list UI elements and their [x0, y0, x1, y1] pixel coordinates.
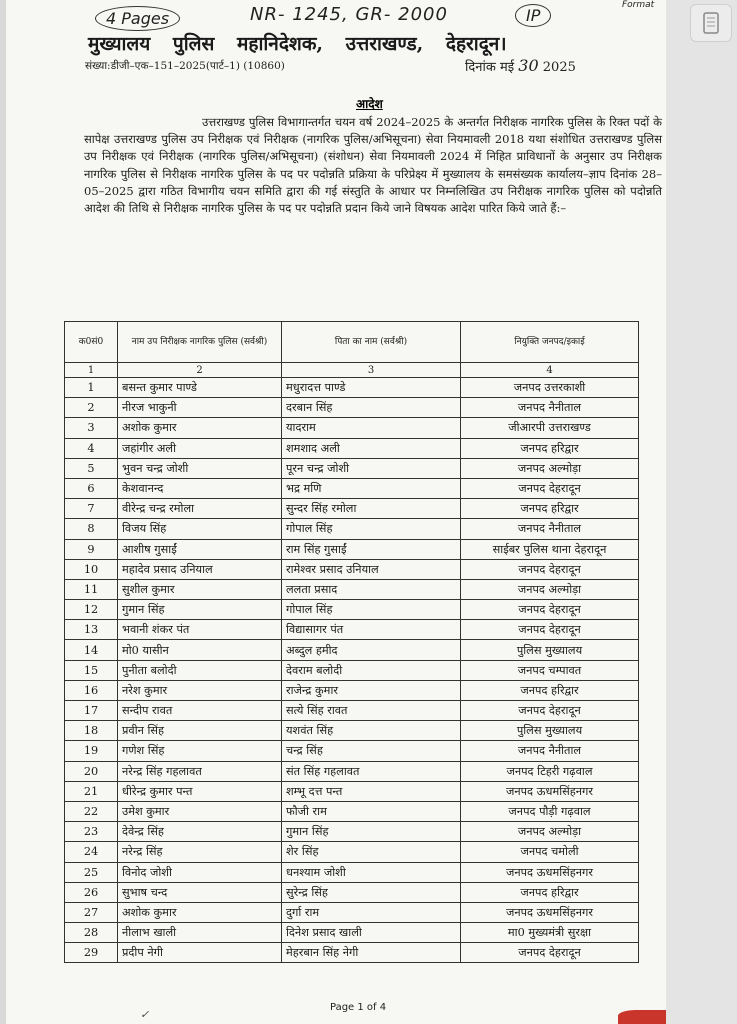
posting-cell: जीआरपी उत्तराखण्ड: [461, 418, 639, 438]
posting-cell: जनपद देहरादून: [461, 620, 639, 640]
index-cell: 1: [65, 363, 118, 378]
posting-cell: जनपद ऊधमसिंहनगर: [461, 781, 639, 801]
table-row: [65, 660, 639, 680]
father-name-cell: शमशाद अली: [282, 438, 461, 458]
father-name-cell: धनश्याम जोशी: [282, 862, 461, 882]
name-cell: आशीष गुसाईं: [118, 539, 282, 559]
table-row: [65, 842, 639, 862]
table-row: [65, 418, 639, 438]
serial-cell: 4: [65, 438, 118, 458]
name-cell: अशोक कुमार: [118, 902, 282, 922]
name-cell: भुवन चन्द्र जोशी: [118, 458, 282, 478]
date-label: दिनांक मई: [465, 60, 515, 75]
handwritten-pages-note: 4 Pages: [95, 6, 180, 31]
phone-icon[interactable]: [690, 4, 732, 42]
table-row: [65, 680, 639, 700]
table-row: [65, 721, 639, 741]
serial-cell: 18: [65, 721, 118, 741]
posting-cell: जनपद देहरादून: [461, 943, 639, 963]
posting-cell: जनपद हरिद्वार: [461, 882, 639, 902]
table-row: [65, 701, 639, 721]
table-row: [65, 923, 639, 943]
name-cell: केशवानन्द: [118, 478, 282, 498]
handwritten-reference-note: NR- 1245, GR- 2000: [250, 4, 448, 25]
name-cell: देवेन्द्र सिंह: [118, 822, 282, 842]
serial-cell: 6: [65, 478, 118, 498]
serial-cell: 28: [65, 923, 118, 943]
posting-cell: जनपद देहरादून: [461, 559, 639, 579]
serial-cell: 21: [65, 781, 118, 801]
serial-cell: 20: [65, 761, 118, 781]
order-title: आदेश: [356, 97, 383, 111]
name-cell: गणेश सिंह: [118, 741, 282, 761]
father-name-cell: संत सिंह गहलावत: [282, 761, 461, 781]
serial-cell: 10: [65, 559, 118, 579]
table-row: [65, 741, 639, 761]
father-name-cell: शेर सिंह: [282, 842, 461, 862]
posting-cell: जनपद नैनीताल: [461, 519, 639, 539]
serial-cell: 14: [65, 640, 118, 660]
table-row: [65, 781, 639, 801]
table-row: [65, 822, 639, 842]
posting-cell: जनपद देहरादून: [461, 701, 639, 721]
table-row: [65, 640, 639, 660]
serial-cell: 13: [65, 620, 118, 640]
header-serial: क0सं0: [65, 322, 118, 363]
posting-cell: जनपद देहरादून: [461, 478, 639, 498]
serial-cell: 1: [65, 378, 118, 398]
serial-cell: 25: [65, 862, 118, 882]
father-name-cell: मधुरादत्त पाण्डे: [282, 378, 461, 398]
table-row: [65, 902, 639, 922]
table-row: [65, 761, 639, 781]
posting-cell: जनपद ऊधमसिंहनगर: [461, 862, 639, 882]
serial-cell: 19: [65, 741, 118, 761]
table-row: [65, 943, 639, 963]
serial-cell: 23: [65, 822, 118, 842]
office-heading: मुख्यालय पुलिस महानिदेशक, उत्तराखण्ड, देहरादून।: [88, 33, 507, 55]
serial-cell: 11: [65, 579, 118, 599]
serial-cell: 24: [65, 842, 118, 862]
father-name-cell: सुन्दर सिंह रमोला: [282, 499, 461, 519]
header-name: नाम उप निरीक्षक नागरिक पुलिस (सर्वश्री): [118, 322, 282, 363]
order-body: उत्तराखण्ड पुलिस विभागान्तर्गत चयन वर्ष 2024–2025 के अन्तर्गत निरीक्षक नागरिक पुलिस के रिक्त पदों के सापेक्ष उत्तराखण्ड पुलिस उप निरीक्षक एवं निरीक्षक (नागरिक पुलिस/अभिसूचना) सेवा नियमावली 2018 यथा संशोधित उत्तराखण्ड पुलिस उप निरीक्षक एवं निरीक्षक (नागरिक पुलिस/अभिसूचना) (संशोधन) सेवा नियमावली 2024 में निहित प्राविधानों के अनुसार उप निरीक्षक नागरिक पुलिस से निरीक्षक नागरिक पुलिस के पद पर पदोन्नति प्रक्रिया के परिप्रेक्ष्य में मुख्यालय के समसंख्यक कार्यालय–ज्ञाप दिनांक 28–05–2025 द्वारा गठित विभागीय चयन समिति द्वारा की गई संस्तुति के आधार पर निम्नलिखित उप निरीक्षक नागरिक पुलिस को पदोन्नति आदेश की तिथि से निरीक्षक नागरिक पुलिस के पद पर पदोन्नति प्रदान किये जाने विषयक आदेश पारित किये जाते हैं:–: [84, 115, 662, 216]
table-row: [65, 539, 639, 559]
serial-cell: 22: [65, 801, 118, 821]
table-index-row: [65, 363, 639, 378]
table-row: [65, 862, 639, 882]
father-name-cell: विद्यासागर पंत: [282, 620, 461, 640]
father-name-cell: सत्ये सिंह रावत: [282, 701, 461, 721]
posting-cell: जनपद टिहरी गढ़वाल: [461, 761, 639, 781]
posting-cell: जनपद चमोली: [461, 842, 639, 862]
father-name-cell: दुर्गा राम: [282, 902, 461, 922]
serial-cell: 3: [65, 418, 118, 438]
order-date: [465, 56, 576, 75]
father-name-cell: शम्भू दत्त पन्त: [282, 781, 461, 801]
father-name-cell: गोपाल सिंह: [282, 600, 461, 620]
father-name-cell: मेहरबान सिंह नेगी: [282, 943, 461, 963]
name-cell: नरेन्द्र सिंह गहलावत: [118, 761, 282, 781]
father-name-cell: दरबान सिंह: [282, 398, 461, 418]
table-row: [65, 579, 639, 599]
name-cell: प्रवीन सिंह: [118, 721, 282, 741]
posting-cell: जनपद नैनीताल: [461, 741, 639, 761]
viewer-margin: [666, 0, 737, 1024]
posting-cell: जनपद नैनीताल: [461, 398, 639, 418]
table-row: [65, 378, 639, 398]
index-cell: 4: [461, 363, 639, 378]
father-name-cell: गोपाल सिंह: [282, 519, 461, 539]
serial-cell: 16: [65, 680, 118, 700]
table-row: [65, 882, 639, 902]
posting-cell: जनपद हरिद्वार: [461, 438, 639, 458]
name-cell: नीलाभ खाली: [118, 923, 282, 943]
page-number: Page 1 of 4: [330, 1002, 387, 1013]
promotion-table: [64, 321, 639, 963]
posting-cell: पुलिस मुख्यालय: [461, 640, 639, 660]
red-stamp-mark: [618, 1010, 666, 1024]
name-cell: अशोक कुमार: [118, 418, 282, 438]
father-name-cell: चन्द्र सिंह: [282, 741, 461, 761]
date-year: 2025: [542, 60, 576, 75]
table-row: [65, 478, 639, 498]
date-day: 30: [518, 56, 539, 75]
father-name-cell: फौजी राम: [282, 801, 461, 821]
posting-cell: पुलिस मुख्यालय: [461, 721, 639, 741]
name-cell: महादेव प्रसाद उनियाल: [118, 559, 282, 579]
table-row: [65, 559, 639, 579]
handwritten-ip-note: IP: [515, 4, 551, 27]
serial-cell: 8: [65, 519, 118, 539]
name-cell: मो0 यासीन: [118, 640, 282, 660]
name-cell: विनोद जोशी: [118, 862, 282, 882]
index-cell: 2: [118, 363, 282, 378]
table-row: [65, 458, 639, 478]
father-name-cell: राजेन्द्र कुमार: [282, 680, 461, 700]
serial-cell: 15: [65, 660, 118, 680]
father-name-cell: ललता प्रसाद: [282, 579, 461, 599]
name-cell: बसन्त कुमार पाण्डे: [118, 378, 282, 398]
index-cell: 3: [282, 363, 461, 378]
father-name-cell: सुरेन्द्र सिंह: [282, 882, 461, 902]
name-cell: सुशील कुमार: [118, 579, 282, 599]
name-cell: सन्दीप रावत: [118, 701, 282, 721]
serial-cell: 26: [65, 882, 118, 902]
handwritten-format-note: Format: [622, 0, 655, 10]
name-cell: भवानी शंकर पंत: [118, 620, 282, 640]
table-row: [65, 620, 639, 640]
serial-cell: 5: [65, 458, 118, 478]
posting-cell: मा0 मुख्यमंत्री सुरक्षा: [461, 923, 639, 943]
serial-cell: 9: [65, 539, 118, 559]
name-cell: विजय सिंह: [118, 519, 282, 539]
table-row: [65, 499, 639, 519]
father-name-cell: यादराम: [282, 418, 461, 438]
father-name-cell: अब्दुल हमीद: [282, 640, 461, 660]
serial-cell: 29: [65, 943, 118, 963]
posting-cell: जनपद पौड़ी गढ़वाल: [461, 801, 639, 821]
table-header-row: [65, 322, 639, 363]
serial-cell: 12: [65, 600, 118, 620]
table-row: [65, 600, 639, 620]
posting-cell: जनपद चम्पावत: [461, 660, 639, 680]
reference-number: संख्या:डीजी–एक–151–2025(पार्ट–1) (10860): [85, 60, 285, 72]
serial-cell: 17: [65, 701, 118, 721]
table-row: [65, 398, 639, 418]
name-cell: जहांगीर अली: [118, 438, 282, 458]
name-cell: सुभाष चन्द: [118, 882, 282, 902]
name-cell: नरेश कुमार: [118, 680, 282, 700]
name-cell: वीरेन्द्र चन्द्र रमोला: [118, 499, 282, 519]
name-cell: उमेश कुमार: [118, 801, 282, 821]
father-name-cell: पूरन चन्द्र जोशी: [282, 458, 461, 478]
father-name-cell: गुमान सिंह: [282, 822, 461, 842]
name-cell: धीरेन्द्र कुमार पन्त: [118, 781, 282, 801]
header-father-name: पिता का नाम (सर्वश्री): [282, 322, 461, 363]
father-name-cell: भद्र मणि: [282, 478, 461, 498]
posting-cell: साईबर पुलिस थाना देहरादून: [461, 539, 639, 559]
father-name-cell: राम सिंह गुसाईं: [282, 539, 461, 559]
name-cell: प्रदीप नेगी: [118, 943, 282, 963]
table-row: [65, 801, 639, 821]
posting-cell: जनपद अल्मोड़ा: [461, 579, 639, 599]
posting-cell: जनपद हरिद्वार: [461, 499, 639, 519]
posting-cell: जनपद देहरादून: [461, 600, 639, 620]
header-posting: नियुक्ति जनपद/इकाई: [461, 322, 639, 363]
name-cell: नरेन्द्र सिंह: [118, 842, 282, 862]
serial-cell: 27: [65, 902, 118, 922]
posting-cell: जनपद अल्मोड़ा: [461, 458, 639, 478]
father-name-cell: रामेश्वर प्रसाद उनियाल: [282, 559, 461, 579]
posting-cell: जनपद उत्तरकाशी: [461, 378, 639, 398]
name-cell: गुमान सिंह: [118, 600, 282, 620]
father-name-cell: यशवंत सिंह: [282, 721, 461, 741]
name-cell: नीरज भाकुनी: [118, 398, 282, 418]
posting-cell: जनपद अल्मोड़ा: [461, 822, 639, 842]
serial-cell: 2: [65, 398, 118, 418]
bottom-scribble: ✓: [140, 1008, 150, 1021]
posting-cell: जनपद ऊधमसिंहनगर: [461, 902, 639, 922]
father-name-cell: दिनेश प्रसाद खाली: [282, 923, 461, 943]
father-name-cell: देवराम बलोदी: [282, 660, 461, 680]
posting-cell: जनपद हरिद्वार: [461, 680, 639, 700]
name-cell: पुनीता बलोदी: [118, 660, 282, 680]
serial-cell: 7: [65, 499, 118, 519]
table-row: [65, 438, 639, 458]
table-row: [65, 519, 639, 539]
